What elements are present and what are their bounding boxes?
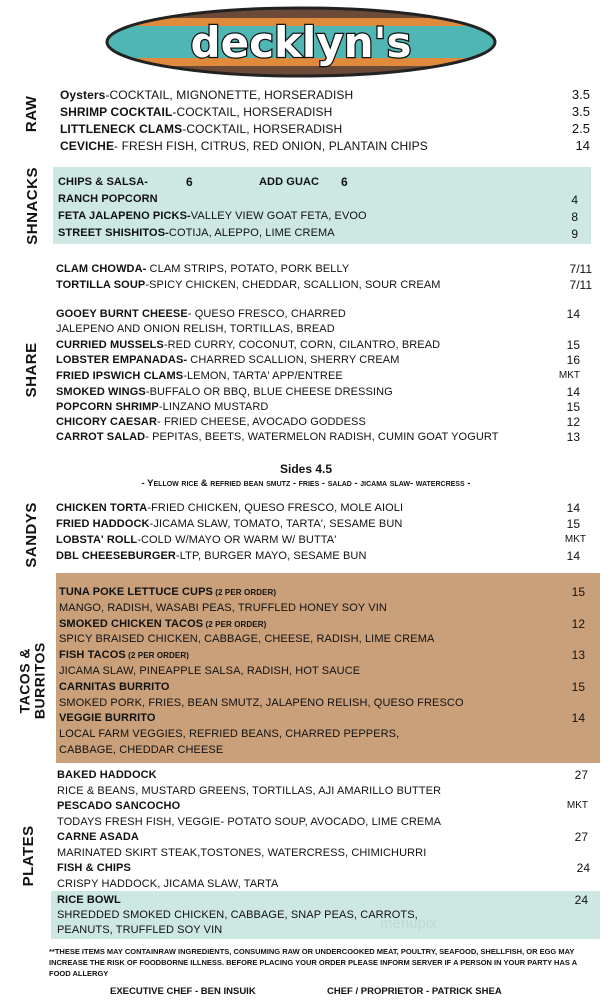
- item-price: 7/11: [569, 262, 592, 276]
- menu-item: FISH & CHIPS: [57, 862, 131, 874]
- item-price: 24: [576, 861, 590, 875]
- menu-item: STREET SHISHITOS-COTIJA, ALEPPO, LIME CREMA: [58, 227, 335, 239]
- item-price: 9: [571, 227, 578, 241]
- menu-item: Oysters-COCKTAIL, MIGNONETTE, HORSERADISH: [60, 88, 354, 102]
- raw-label: RAW: [23, 95, 41, 133]
- item-price: 3.5: [571, 104, 590, 119]
- menu-item: TORTILLA SOUP-SPICY CHICKEN, CHEDDAR, SCALLION, SOUR CREAM: [56, 279, 441, 291]
- executive-chef: EXECUTIVE CHEF - BEN INSUIK: [110, 986, 256, 997]
- sides-title: Sides 4.5: [279, 462, 333, 476]
- logo-text: decklyn's: [190, 18, 412, 67]
- allergy-footnote: **THESE ITEMS MAY CONTAINRAW INGREDIENTS, CONSUMING RAW OR UNDERCOOKED MEAT, POULTRY, SEAFOOD, SHELLFISH, OR EGG MAY INCREASE THE RISK OF FOODBORNE ILLNESS. BEFORE PLACING YOUR ORDER PLEASE INFORM SERVER IF A PERSON IN YOUR PARTY HAS A FOOD ALLERGY: [49, 947, 577, 978]
- item-price: MKT: [558, 370, 580, 381]
- item-desc: CABBAGE, CHEDDAR CHEESE: [59, 744, 224, 756]
- item-desc: SMOKED PORK, FRIES, BEAN SMUTZ, JALAPENO RELISH, QUESO FRESCO: [59, 697, 464, 709]
- menu-item: FETA JALAPENO PICKS-VALLEY VIEW GOAT FETA, EVOO: [58, 210, 367, 222]
- shnacks-label: SHNACKS: [24, 167, 42, 245]
- menu-item: CARNITAS BURRITO: [59, 681, 170, 693]
- item-price: 14: [575, 138, 590, 153]
- tacos-label: TACOS & BURRITOS: [16, 642, 47, 720]
- item-price: MKT: [564, 534, 586, 545]
- item-price: 15: [566, 338, 580, 352]
- item-price: 8: [571, 210, 578, 224]
- menu-item: FRIED IPSWICH CLAMS-LEMON, TARTA' APP/ENTREE: [56, 370, 343, 382]
- item-price: 14: [566, 549, 580, 563]
- item-price: 14: [571, 711, 585, 725]
- decklyns-logo: [105, 6, 497, 78]
- item-price: 24: [574, 893, 588, 907]
- item-price: 3.5: [571, 87, 590, 102]
- menu-item: CARROT SALAD- PEPITAS, BEETS, WATERMELON RADISH, CUMIN GOAT YOGURT: [56, 431, 499, 443]
- menu-item: FISH TACOS (2 PER ORDER): [59, 649, 189, 661]
- item-desc: PEANUTS, TRUFFLED SOY VIN: [57, 924, 223, 936]
- menu-item: BAKED HADDOCK: [57, 769, 157, 781]
- guac-price: 6: [341, 175, 348, 189]
- menu-item: LITTLENECK CLAMS-COCKTAIL, HORSERADISH: [60, 122, 343, 136]
- item-price: 27: [574, 830, 588, 844]
- item-price: 12: [571, 617, 585, 631]
- item-price: 7/11: [569, 278, 592, 292]
- item-price: 15: [566, 517, 580, 531]
- menu-item: RICE BOWL: [57, 894, 121, 906]
- add-guac: ADD GUAC: [259, 176, 320, 188]
- menu-item: LOBSTER EMPANADAS- CHARRED SCALLION, SHERRY CREAM: [56, 354, 400, 366]
- share-label: SHARE: [23, 342, 41, 398]
- menu-item: PESCADO SANCOCHO: [57, 800, 181, 812]
- menu-item: CHICKEN TORTA-FRIED CHICKEN, QUESO FRESCO, MOLE AIOLI: [56, 502, 404, 514]
- item-price: 13: [566, 430, 580, 444]
- chips-salsa: CHIPS & SALSA-: [58, 176, 149, 188]
- menu-item: CURRIED MUSSELS-RED CURRY, COCONUT, CORN, CILANTRO, BREAD: [56, 339, 441, 351]
- menu-item: CARNE ASADA: [57, 831, 139, 843]
- item-price: 4: [571, 193, 578, 207]
- menu-item: SMOKED CHICKEN TACOS (2 PER ORDER): [59, 618, 267, 630]
- plates-label: PLATES: [20, 825, 38, 887]
- item-price: 16: [566, 353, 580, 367]
- sandys-label: SANDYS: [23, 502, 41, 568]
- menu-item: CLAM CHOWDA- CLAM STRIPS, POTATO, PORK BELLY: [56, 263, 350, 275]
- item-desc: RICE & BEANS, MUSTARD GREENS, TORTILLAS, AJI AMARILLO BUTTER: [57, 785, 442, 797]
- item-price: 14: [566, 501, 580, 515]
- menu-item: FRIED HADDOCK-JICAMA SLAW, TOMATO, TARTA', SESAME BUN: [56, 518, 403, 530]
- item-price: MKT: [566, 800, 588, 811]
- menu-item: LOBSTA' ROLL-COLD W/MAYO OR WARM W/ BUTTA': [56, 534, 337, 546]
- watermark: menupix: [380, 915, 437, 932]
- menu-item: CHICORY CAESAR- FRIED CHEESE, AVOCADO GODDESS: [56, 416, 366, 428]
- item-desc: JICAMA SLAW, PINEAPPLE SALSA, RADISH, HOT SAUCE: [59, 665, 361, 677]
- item-price: 15: [571, 585, 585, 599]
- menu-item: TUNA POKE LETTUCE CUPS (2 PER ORDER): [59, 586, 277, 598]
- item-desc: TODAYS FRESH FISH, VEGGIE- POTATO SOUP, AVOCADO, LIME CREMA: [57, 816, 442, 828]
- item-desc: SHREDDED SMOKED CHICKEN, CABBAGE, SNAP PEAS, CARROTS,: [57, 909, 418, 921]
- menu-item: DBL CHEESEBURGER-LTP, BURGER MAYO, SESAME BUN: [56, 550, 367, 562]
- item-price: 14: [566, 307, 580, 321]
- menu-item: SMOKED WINGS-BUFFALO OR BBQ, BLUE CHEESE DRESSING: [56, 386, 393, 398]
- item-desc: LOCAL FARM VEGGIES, REFRIED BEANS, CHARRED PEPPERS,: [59, 728, 400, 740]
- item-price: 2.5: [571, 121, 590, 136]
- menu-item: RANCH POPCORN: [58, 193, 158, 205]
- menu-item: GOOEY BURNT CHEESE- QUESO FRESCO, CHARRED: [56, 308, 346, 320]
- menu-item: POPCORN SHRIMP-LINZANO MUSTARD: [56, 401, 269, 413]
- menu-item-line: JALEPENO AND ONION RELISH, TORTILLAS, BREAD: [56, 323, 335, 335]
- item-price: 13: [571, 648, 585, 662]
- menu-item: CEVICHE- FRESH FISH, CITRUS, RED ONION, PLANTAIN CHIPS: [60, 139, 428, 153]
- chef-proprietor: CHEF / PROPRIETOR - PATRICK SHEA: [327, 986, 502, 997]
- item-desc: SPICY BRAISED CHICKEN, CABBAGE, CHEESE, RADISH, LIME CREMA: [59, 633, 435, 645]
- menu-item: SHRIMP COCKTAIL-COCKTAIL, HORSERADISH: [60, 105, 333, 119]
- item-price: 12: [566, 415, 580, 429]
- item-desc: MARINATED SKIRT STEAK,TOSTONES, WATERCRESS, CHIMICHURRI: [57, 847, 427, 859]
- sides-list: - Yellow rice & refried bean smutz - fries - salad - jicama slaw- watercress -: [141, 478, 471, 489]
- item-price: 14: [566, 385, 580, 399]
- item-price: 15: [566, 400, 580, 414]
- item-desc: MANGO, RADISH, WASABI PEAS, TRUFFLED HONEY SOY VIN: [59, 602, 387, 614]
- item-price: 27: [574, 768, 588, 782]
- menu-item: VEGGIE BURRITO: [59, 712, 156, 724]
- chips-price: 6: [186, 175, 193, 189]
- item-price: 15: [571, 680, 585, 694]
- item-desc: CRISPY HADDOCK, JICAMA SLAW, TARTA: [57, 878, 279, 890]
